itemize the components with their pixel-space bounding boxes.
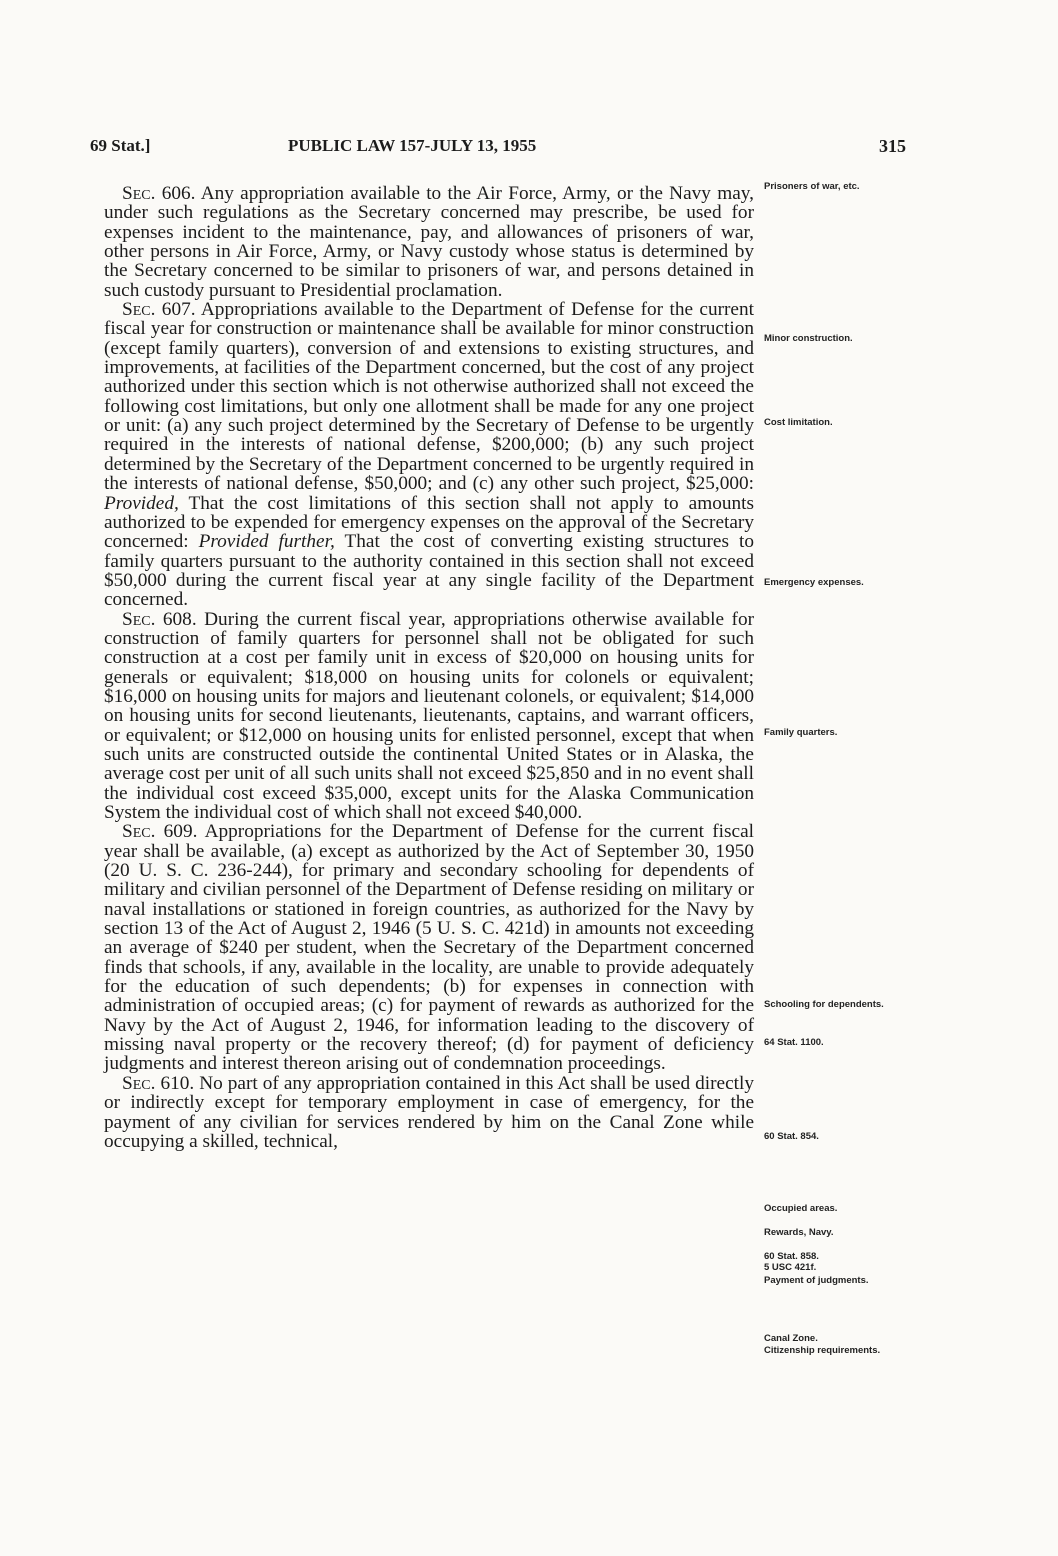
section-label: Sec. 607. — [122, 299, 196, 321]
section-609 — [104, 822, 754, 1073]
page-number: 315 — [879, 136, 906, 156]
section-text: That the cost of converting existing structures to family quarters pursuant to the authority contained in this section shall not exceed $50,000 during the current fiscal year at any single facility of the Department concerned. — [104, 531, 755, 611]
margin-note: Rewards, Navy. — [764, 1227, 834, 1238]
margin-note: Minor construction. — [764, 333, 853, 344]
margin-note: 64 Stat. 1100. — [764, 1037, 824, 1048]
margin-note: Family quarters. — [764, 727, 838, 738]
section-text: That the cost limitations of this section shall not apply to amounts authorized to be expended for emergency expenses on the approval of the Secretary concerned: — [104, 492, 754, 553]
section-607 — [104, 300, 754, 610]
margin-note: Emergency expenses. — [764, 577, 864, 588]
section-label: Sec. 608. — [122, 608, 197, 630]
body-text — [104, 184, 754, 1151]
margin-note: 60 Stat. 854. — [764, 1131, 819, 1142]
volume-reference: 69 Stat.] — [90, 136, 151, 155]
proviso-italic: Provided further, — [198, 531, 335, 553]
margin-note: Citizenship requirements. — [764, 1345, 881, 1356]
section-text: Any appropriation available to the Air Force, Army, or the Navy may, under such regulations as the Secretary concerned may prescribe, be used for expenses incident to the maintenance, pay, and allowances of prisoners of war, other persons in Air Force, Army, or Navy custody whose status is determined by the Secretary concerned to be similar to prisoners of war, and persons detained in such custody pursuant to Presidential proclamation. — [104, 183, 754, 301]
section-text: Appropriations available to the Department of Defense for the current fiscal year for construction or maintenance shall be available for minor construction (except family quarters), conversion of and extensions to existing structures, and improvements, at facilities of the Department concerned, but the cost of any project authorized under this section which is not otherwise authorized shall not exceed the following cost limitations, but only one allotment shall be made for any one project or unit: (a) any such project determined by the Secretary of Defense to be urgently required in the interests of national defense, $200,000; (b) any such project determined by the Secretary of the Department concerned to be urgently required in the interests of national defense, $50,000; and (c) any other such project, $25,000: — [104, 299, 754, 495]
margin-note: Prisoners of war, etc. — [764, 181, 860, 192]
margin-note: Occupied areas. — [764, 1203, 838, 1214]
section-label: Sec. 606. — [122, 183, 196, 204]
page-header — [90, 136, 906, 164]
section-606 — [104, 184, 754, 300]
margin-note: Schooling for dependents. — [764, 999, 884, 1010]
section-text: During the current fiscal year, appropriations otherwise available for construction of family quarters for personnel shall not be obligated for such construction at a cost per family unit in excess of $20,000 on housing units for generals or equivalent; $18,000 on housing units for colonels or equivalent; $16,000 on housing units for majors and lieutenant colonels, or equivalent; $14,000 on housing units for second lieutenants, lieutenants, captains, and warrant officers, or equivalent; or $12,000 on housing units for enlisted personnel, except that when such units are constructed outside the continental United States or in Alaska, the average cost per unit of all such units shall not exceed $25,850 and in no event shall the individual cost exceed $35,000, except units for the Alaska Communication System the individual cost of which shall not exceed $40,000. — [104, 608, 755, 823]
margin-note: Payment of judgments. — [764, 1275, 869, 1286]
section-610 — [104, 1074, 754, 1151]
section-text: Appropriations for the Department of Defense for the current fiscal year shall be available, (a) except as authorized by the Act of September 30, 1950 (20 U. S. C. 236-244), for primary and secondary schooling for dependents of military and civilian personnel of the Department of Defense residing on military or naval installations or stationed in foreign countries, as authorized for the Navy by section 13 of the Act of August 2, 1946 (5 U. S. C. 421d) in amounts not exceeding an average of $240 per student, when the Secretary of the Department concerned finds that schools, if any, available in the locality, are unable to provide adequately for the education of such dependents; (b) for expenses in connection with administration of occupied areas; (c) for payment of rewards as authorized for the Navy by the Act of August 2, 1946, for information leading to the discovery of missing naval property or the recovery thereof; (d) for payment of deficiency judgments and interest thereon arising out of condemnation proceedings. — [104, 821, 754, 1075]
section-608 — [104, 610, 754, 823]
margin-note: 5 USC 421f. — [764, 1262, 817, 1273]
proviso-italic: Provided, — [104, 492, 179, 514]
section-text: No part of any appropriation contained in this Act shall be used directly or indirectly except for temporary employment in case of emergency, for the payment of any civilian for services rendered by him on the Canal Zone while occupying a skilled, technical, — [104, 1072, 754, 1152]
section-label: Sec. 609. — [122, 821, 198, 843]
margin-note: Cost limitation. — [764, 417, 833, 428]
margin-note: Canal Zone. — [764, 1333, 818, 1344]
running-title: PUBLIC LAW 157-JULY 13, 1955 — [288, 136, 537, 155]
section-label: Sec. 610. — [122, 1072, 195, 1094]
margin-note: 60 Stat. 858. — [764, 1251, 819, 1262]
